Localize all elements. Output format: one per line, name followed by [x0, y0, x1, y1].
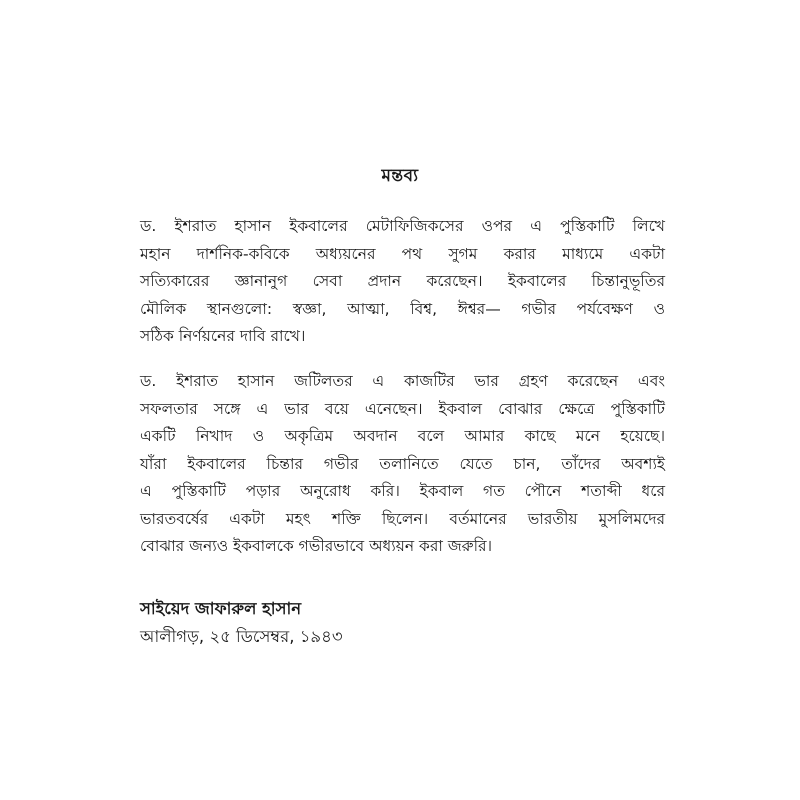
paragraph-2	[140, 368, 665, 561]
paragraph-line: মহান দার্শনিক-কবিকে অধ্যয়নের পথ সুগম করার মাধ্যমে একটা	[140, 244, 665, 263]
paragraph-line: একটি নিখাদ ও অকৃত্রিম অবদান বলে আমার কাছে মনে হয়েছে।	[140, 427, 665, 445]
paragraph-line: যাঁরা ইকবালের চিন্তার গভীর তলানিতে যেতে চান, তাঁদের অবশ্যই	[140, 454, 665, 473]
paragraph-1	[140, 213, 665, 351]
paragraph-line: ভারতবর্ষের একটা মহৎ শক্তি ছিলেন। বর্তমানের ভারতীয় মুসলিমদের	[140, 509, 665, 528]
paragraph-line: বোঝার জন্যও ইকবালকে গভীরভাবে অধ্যয়ন করা জরুরি।	[140, 537, 493, 555]
paragraph-line: সঠিক নির্ণয়নের দাবি রাখে।	[140, 327, 306, 345]
page-title: মন্তব্য	[381, 166, 419, 186]
paragraph-line: ড. ইশরাত হাসান ইকবালের মেটাফিজিকসের ওপর এ পুস্তিকাটি লিখে	[140, 217, 665, 235]
paragraph-line: সত্যিকারের জ্ঞানানুগ সেবা প্রদান করেছেন। ইকবালের চিন্তানুভূতির	[140, 272, 665, 290]
paragraph-line: সফলতার সঙ্গে এ ভার বয়ে এনেছেন। ইকবাল বোঝার ক্ষেত্রে পুস্তিকাটি	[140, 399, 665, 418]
paragraph-line: মৌলিক স্থানগুলো: স্বজ্ঞা, আত্মা, বিশ্ব, ঈশ্বর— গভীর পর্যবেক্ষণ ও	[140, 299, 665, 318]
paragraph-line: ড. ইশরাত হাসান জটিলতর এ কাজটির ভার গ্রহণ করেছেন এবং	[140, 372, 665, 390]
paragraph-line: এ পুস্তিকাটি পড়ার অনুরোধ করি। ইকবাল গত পৌনে শতাব্দী ধরে	[140, 482, 665, 500]
signature-name: সাইয়েদ জাফারুল হাসান	[140, 599, 302, 618]
signature-place-date: আলীগড়, ২৫ ডিসেম্বর, ১৯৪৩	[140, 627, 343, 646]
